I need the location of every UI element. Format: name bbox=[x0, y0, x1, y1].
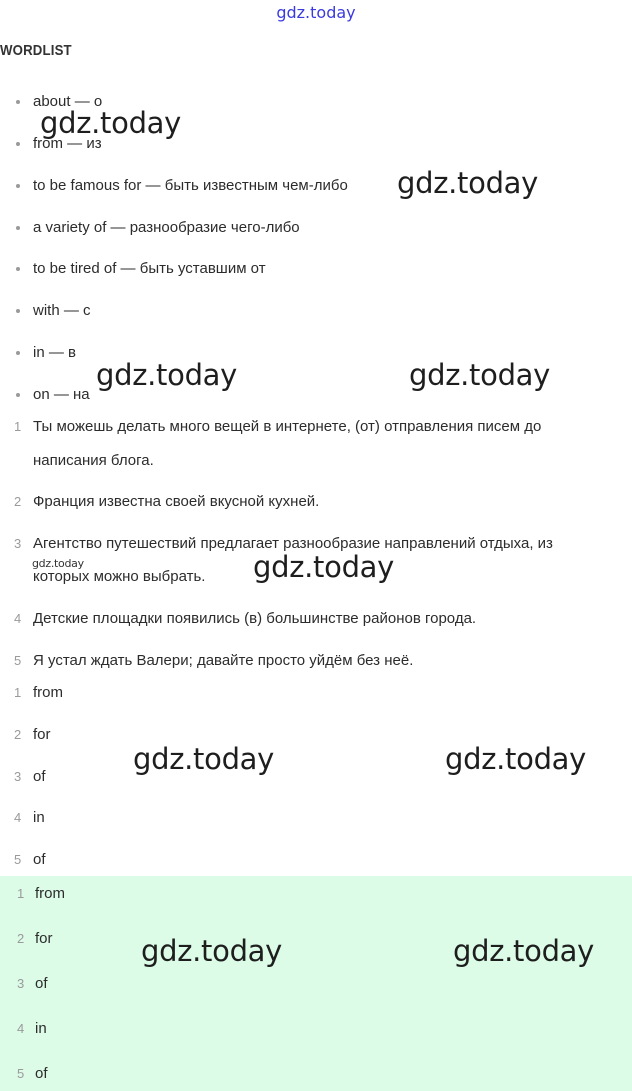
wordlist-item-text: with — с bbox=[33, 302, 91, 319]
bullet-icon bbox=[16, 142, 20, 146]
answer-text: of bbox=[33, 851, 46, 868]
answer-number: 2 bbox=[14, 727, 22, 742]
watermark-small: gdz.today bbox=[32, 557, 84, 570]
wordlist-item-text: in — в bbox=[33, 344, 76, 361]
wordlist-item-text: about — о bbox=[33, 93, 103, 110]
answer-key-number: 2 bbox=[17, 931, 25, 946]
watermark: gdz.today bbox=[96, 358, 238, 392]
watermark: gdz.today bbox=[40, 106, 182, 140]
sentence-text: Франция известна своей вкусной кухней. bbox=[33, 493, 320, 510]
answer-key-text: of bbox=[35, 1065, 48, 1082]
answer-number: 4 bbox=[14, 810, 22, 825]
watermark: gdz.today bbox=[133, 742, 275, 776]
watermark: gdz.today bbox=[397, 166, 539, 200]
sentence-text: Ты можешь делать много вещей в интернете, (от) отправления писем до bbox=[33, 418, 542, 435]
answer-number: 1 bbox=[14, 685, 22, 700]
answer-text: of bbox=[33, 768, 46, 785]
watermark: gdz.today bbox=[409, 358, 551, 392]
wordlist-item-text: to be famous for — быть известным чем-либо bbox=[33, 177, 348, 194]
watermark: gdz.today bbox=[445, 742, 587, 776]
bullet-icon bbox=[16, 393, 20, 397]
wordlist-item-text: to be tired of — быть уставшим от bbox=[33, 260, 266, 277]
answer-number: 5 bbox=[14, 852, 22, 867]
answer-key-text: from bbox=[35, 885, 65, 902]
site-header-watermark[interactable]: gdz.today bbox=[276, 3, 356, 22]
sentence-text: Я устал ждать Валери; давайте просто уйдём без неё. bbox=[33, 652, 414, 669]
sentence-number: 4 bbox=[14, 611, 22, 626]
sentence-text: Агентство путешествий предлагает разнообразие направлений отдыха, из bbox=[33, 535, 553, 552]
answer-text: for bbox=[33, 726, 51, 743]
answer-text: from bbox=[33, 684, 63, 701]
answer-key-number: 5 bbox=[17, 1066, 25, 1081]
answer-key-number: 4 bbox=[17, 1021, 25, 1036]
bullet-icon bbox=[16, 226, 20, 230]
bullet-icon bbox=[16, 309, 20, 313]
wordlist-item-text: a variety of — разнообразие чего-либо bbox=[33, 219, 300, 236]
answer-key-text: of bbox=[35, 975, 48, 992]
watermark: gdz.today bbox=[253, 550, 395, 584]
sentence-text: Детские площадки появились (в) большинстве районов города. bbox=[33, 610, 477, 627]
answer-text: in bbox=[33, 809, 45, 826]
answer-key-text: in bbox=[35, 1020, 47, 1037]
bullet-icon bbox=[16, 100, 20, 104]
answer-key-number: 3 bbox=[17, 976, 25, 991]
wordlist-item-text: from — из bbox=[33, 135, 102, 152]
watermark: gdz.today bbox=[141, 934, 283, 968]
wordlist-item-text: on — на bbox=[33, 386, 90, 403]
bullet-icon bbox=[16, 267, 20, 271]
wordlist-heading: WORDLIST bbox=[0, 42, 72, 59]
sentence-text: написания блога. bbox=[33, 452, 154, 469]
bullet-icon bbox=[16, 351, 20, 355]
answer-key-number: 1 bbox=[17, 886, 25, 901]
answer-key-panel bbox=[0, 876, 632, 1091]
sentence-number: 2 bbox=[14, 494, 22, 509]
answer-key-text: for bbox=[35, 930, 53, 947]
sentence-text: которых можно выбрать. bbox=[33, 568, 206, 585]
bullet-icon bbox=[16, 184, 20, 188]
sentence-number: 1 bbox=[14, 419, 22, 434]
answer-number: 3 bbox=[14, 769, 22, 784]
sentence-number: 5 bbox=[14, 653, 22, 668]
watermark: gdz.today bbox=[453, 934, 595, 968]
sentence-number: 3 bbox=[14, 536, 22, 551]
